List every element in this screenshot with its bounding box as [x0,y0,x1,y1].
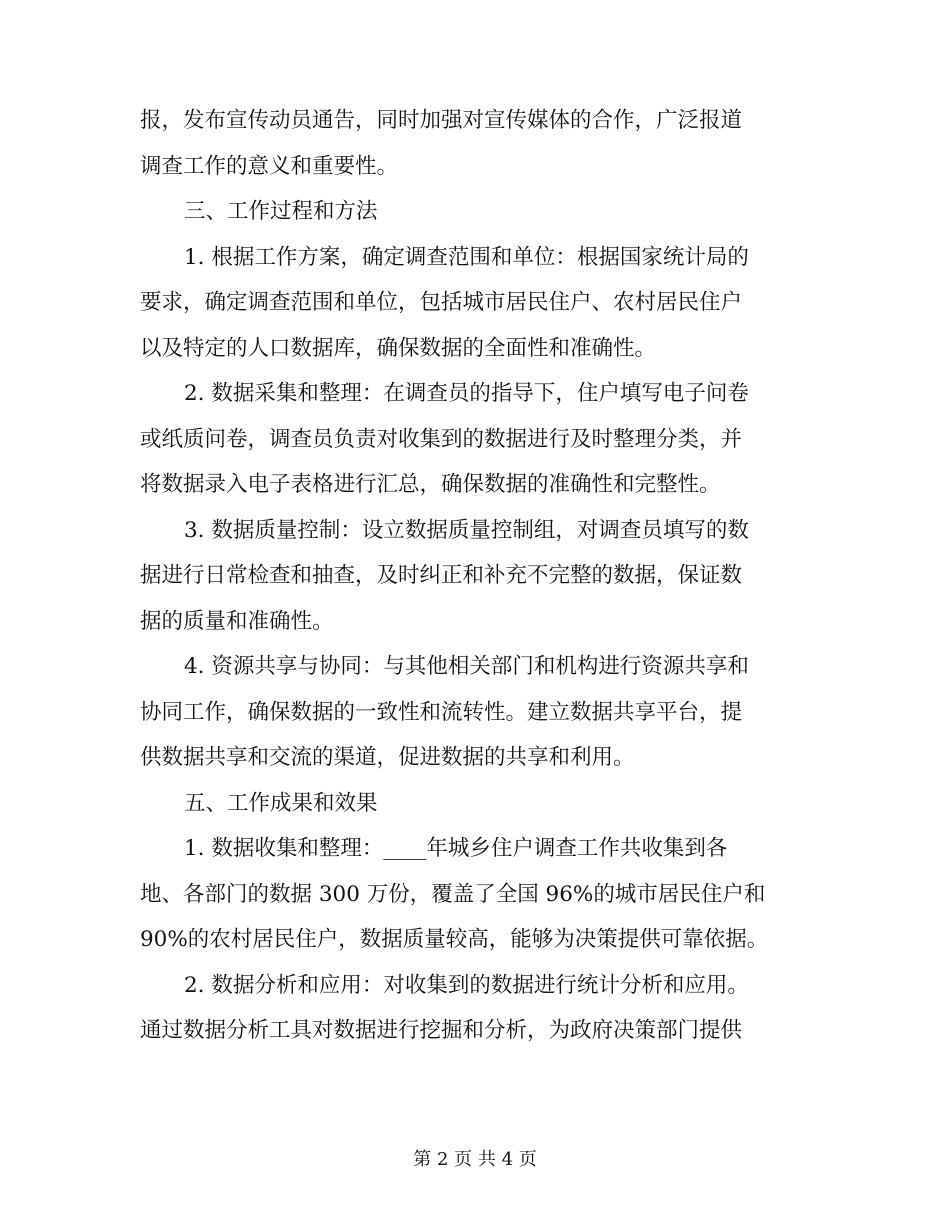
text-line: 将数据录入电子表格进行汇总，确保数据的准确性和完整性。 [140,472,721,497]
text-line: 2. 数据分析和应用：对收集到的数据进行统计分析和应用。 [184,972,749,998]
text-line: 1. 根据工作方案，确定调查范围和单位：根据国家统计局的 [184,244,749,270]
text-line: 4. 资源共享与协同：与其他相关部门和机构进行资源共享和 [184,654,749,679]
text-line: 据的质量和准确性。 [140,608,334,634]
text-line: 3. 数据质量控制：设立数据质量控制组，对调查员填写的数 [184,517,749,543]
text-line: 1. 数据收集和整理：____年城乡住户调查工作共收集到各 [184,836,728,861]
text-line: 供数据共享和交流的渠道，促进数据的共享和利用。 [140,745,635,770]
section-heading: 三、工作过程和方法 [184,199,378,224]
text-line: 或纸质问卷，调查员负责对收集到的数据进行及时整理分类，并 [140,426,743,452]
text-line: 以及特定的人口数据库，确保数据的全面性和准确性。 [140,335,657,361]
page-number-footer: 第 2 页 共 4 页 [413,1149,537,1170]
text-line: 90%的农村居民住户，数据质量较高，能够为决策提供可靠依据。 [140,927,769,952]
text-line: 报，发布宣传动员通告，同时加强对宣传媒体的合作，广泛报道 [140,108,743,133]
text-line: 地、各部门的数据 300 万份，覆盖了全国 96%的城市居民住户和 [140,881,766,907]
text-line: 通过数据分析工具对数据进行挖掘和分析，为政府决策部门提供 [140,1018,743,1043]
document-body [140,98,810,1054]
text-line: 协同工作，确保数据的一致性和流转性。建立数据共享平台，提 [140,699,743,725]
section-heading: 五、工作成果和效果 [184,790,378,816]
text-line: 要求，确定调查范围和单位，包括城市居民住户、农村居民住户 [140,290,743,315]
text-line: 调查工作的意义和重要性。 [140,153,399,179]
text-line: 2. 数据采集和整理：在调查员的指导下，住户填写电子问卷 [184,381,749,406]
text-line: 据进行日常检查和抽查，及时纠正和补充不完整的数据，保证数 [140,563,743,588]
